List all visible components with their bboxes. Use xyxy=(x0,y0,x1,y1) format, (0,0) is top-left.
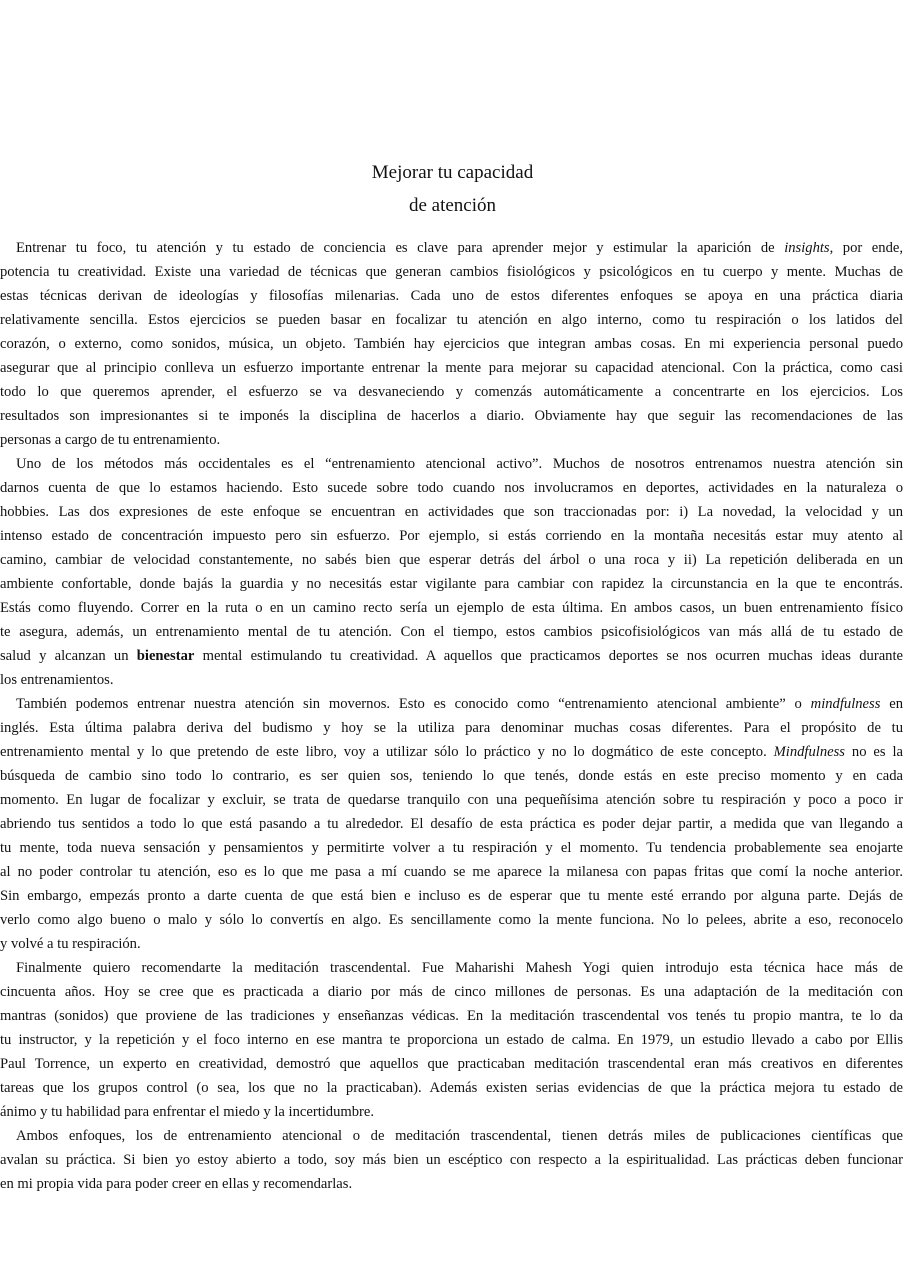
paragraph-line: personas a cargo de tu entrenamiento. xyxy=(0,432,221,448)
paragraph-line: Entrenar tu foco, tu atención y tu estado de conciencia es clave para aprender mejor y estimular la aparición de insights, por ende, xyxy=(16,240,903,256)
paragraph-line: Sin embargo, empezás pronto a darte cuenta de que está bien e incluso es de esperar que tu mente esté errando por alguna parte. Dejás de xyxy=(0,888,903,904)
page-title-line-2: de atención xyxy=(408,195,497,216)
paragraph-line: entrenamiento mental y lo que pretendo de este libro, voy a utilizar sólo lo práctico y no lo dogmático de este concepto. Mindfulness no es la xyxy=(0,744,903,760)
paragraph-line: avalan su práctica. Si bien yo estoy abierto a todo, soy más bien un escéptico con respecto a la espiritualidad. Las prácticas deben funcionar xyxy=(0,1152,903,1168)
paragraph-line: tareas que los grupos control (o sea, los que no la practicaban). Además existen serias evidencias de que la práctica mejora tu estado de xyxy=(0,1080,903,1096)
paragraph-line: Paul Torrence, un experto en creatividad, demostró que aquellos que practicaban meditación trascendental eran más creativos en diferentes xyxy=(0,1056,903,1072)
paragraph-line: darnos cuenta de que lo estamos haciendo. Esto sucede sobre todo cuando nos involucramos en deportes, actividades en la naturaleza o xyxy=(0,480,903,496)
paragraph-line: los entrenamientos. xyxy=(0,672,114,688)
paragraph-line: ánimo y tu habilidad para enfrentar el miedo y la incertidumbre. xyxy=(0,1104,375,1120)
paragraph-line: hobbies. Las dos expresiones de este enfoque se encuentran en actividades que son traccionadas por: i) La novedad, la velocidad y un xyxy=(0,504,903,520)
paragraph xyxy=(0,956,903,1124)
paragraph-line: estas técnicas derivan de ideologías y filosofías milenarias. Cada uno de estos diferentes enfoques se apoya en una práctica diaria xyxy=(0,288,903,304)
paragraph-line: verlo como algo bueno o malo y sólo lo convertís en algo. Es sencillamente como la mente funciona. No lo pelees, abrite a eso, reconocelo xyxy=(0,912,903,928)
paragraph-line: todo lo que queremos aprender, el esfuerzo se va desvaneciendo y comenzás automáticamente a concentrarte en los ejercicios. Los xyxy=(0,384,903,400)
paragraph-line: asegurar que al principio conlleva un esfuerzo importante entrenar la mente para mejorar su capacidad atencional. Con la práctica, como casi xyxy=(0,360,903,376)
paragraph-line: tu instructor, y la repetición y el foco interno en ese mantra te proporciona un estado de calma. En 1979, un estudio llevado a cabo por Ellis xyxy=(0,1032,903,1048)
paragraph-line: corazón, o externo, como sonidos, música, un objeto. También hay ejercicios que integran ambas cosas. En mi experiencia personal puedo xyxy=(0,336,903,352)
paragraph-line: inglés. Esta última palabra deriva del budismo y hoy se la utiliza para denominar muchas cosas diferentes. Para el propósito de tu xyxy=(0,720,903,736)
paragraph-line: búsqueda de cambio sino todo lo contrario, es ser quien sos, teniendo lo que tenés, donde estás en este preciso momento y en cada xyxy=(0,768,903,784)
paragraph xyxy=(0,452,903,692)
paragraph-line: ambiente confortable, donde bajás la guardia y no necesitás estar vigilante para cambiar con rapidez la circunstancia en la que te encontrás. xyxy=(0,576,903,592)
paragraph-line: Finalmente quiero recomendarte la meditación trascendental. Fue Maharishi Mahesh Yogi quien introdujo esta técnica hace más de xyxy=(16,960,903,976)
paragraph-line: camino, cambiar de velocidad constantemente, no sabés bien que esperar detrás del árbol o una roca y ii) La repetición deliberada en un xyxy=(0,552,903,568)
paragraph-line: abriendo tus sentidos a todo lo que está pasando a tu alrededor. El desafío de esta práctica es poder dejar partir, a medida que van llegando a xyxy=(0,816,903,832)
paragraph-line: en mi propia vida para poder creer en ellas y recomendarlas. xyxy=(0,1176,353,1192)
paragraph-line: te asegura, además, un entrenamiento mental de tu atención. Con el tiempo, estos cambios psicofisiológicos van más allá de tu estado de xyxy=(0,624,903,640)
paragraph-line: Ambos enfoques, los de entrenamiento atencional o de meditación trascendental, tienen detrás miles de publicaciones científicas que xyxy=(16,1128,903,1144)
paragraph-line: resultados son impresionantes si te imponés la disciplina de hacerlos a diario. Obviamente hay que seguir las recomendaciones de las xyxy=(0,408,903,424)
paragraph-line: momento. En lugar de focalizar y excluir, se trata de quedarse tranquilo con una pequeñísima atención sobre tu respiración y poco a poco ir xyxy=(0,792,903,808)
paragraph-line: potencia tu creatividad. Existe una variedad de técnicas que generan cambios fisiológicos y psicológicos en tu cuerpo y mente. Muchas de xyxy=(0,264,903,280)
paragraph xyxy=(0,236,903,452)
paragraph-line: intenso estado de concentración impuesto pero sin esfuerzo. Por ejemplo, si estás corriendo en la montaña necesitás estar muy atento al xyxy=(0,528,903,544)
paragraph-line: Uno de los métodos más occidentales es el “entrenamiento atencional activo”. Muchos de nosotros entrenamos nuestra atención sin xyxy=(16,456,903,472)
paragraph-line: y volvé a tu respiración. xyxy=(0,936,141,952)
paragraph-line: salud y alcanzan un bienestar mental estimulando tu creatividad. A aquellos que practicamos deportes se nos ocurren muchas ideas durante xyxy=(0,648,904,664)
paragraph-line: relativamente sencilla. Estos ejercicios se pueden basar en focalizar tu atención en algo interno, como tu respiración o los latidos del xyxy=(0,312,903,328)
paragraph xyxy=(0,1124,903,1196)
page-title-line-1: Mejorar tu capacidad xyxy=(371,162,534,183)
document-body xyxy=(0,236,903,1196)
paragraph-line: También podemos entrenar nuestra atención sin movernos. Esto es conocido como “entrenamiento atencional ambiente” o mindfulness en xyxy=(16,696,903,712)
paragraph-line: cincuenta años. Hoy se cree que es practicada a diario por más de cinco millones de personas. Es una adaptación de la meditación con xyxy=(0,984,903,1000)
paragraph xyxy=(0,692,903,956)
paragraph-line: al no poder controlar tu atención, eso es lo que me pasa a mí cuando se me aparece la milanesa con papas fritas que comí la noche anterior. xyxy=(0,864,903,880)
paragraph-line: tu mente, toda nueva sensación y pensamientos y permitirte volver a tu respiración y el momento. Tu tendencia probablemente sea enojarte xyxy=(0,840,903,856)
paragraph-line: Estás como fluyendo. Correr en la ruta o en un camino recto sería un ejemplo de esta última. En ambos casos, un buen entrenamiento físico xyxy=(0,600,903,616)
paragraph-line: mantras (sonidos) que proviene de las tradiciones y enseñanzas védicas. En la meditación trascendental vos tenés tu propio mantra, te lo da xyxy=(0,1008,903,1024)
